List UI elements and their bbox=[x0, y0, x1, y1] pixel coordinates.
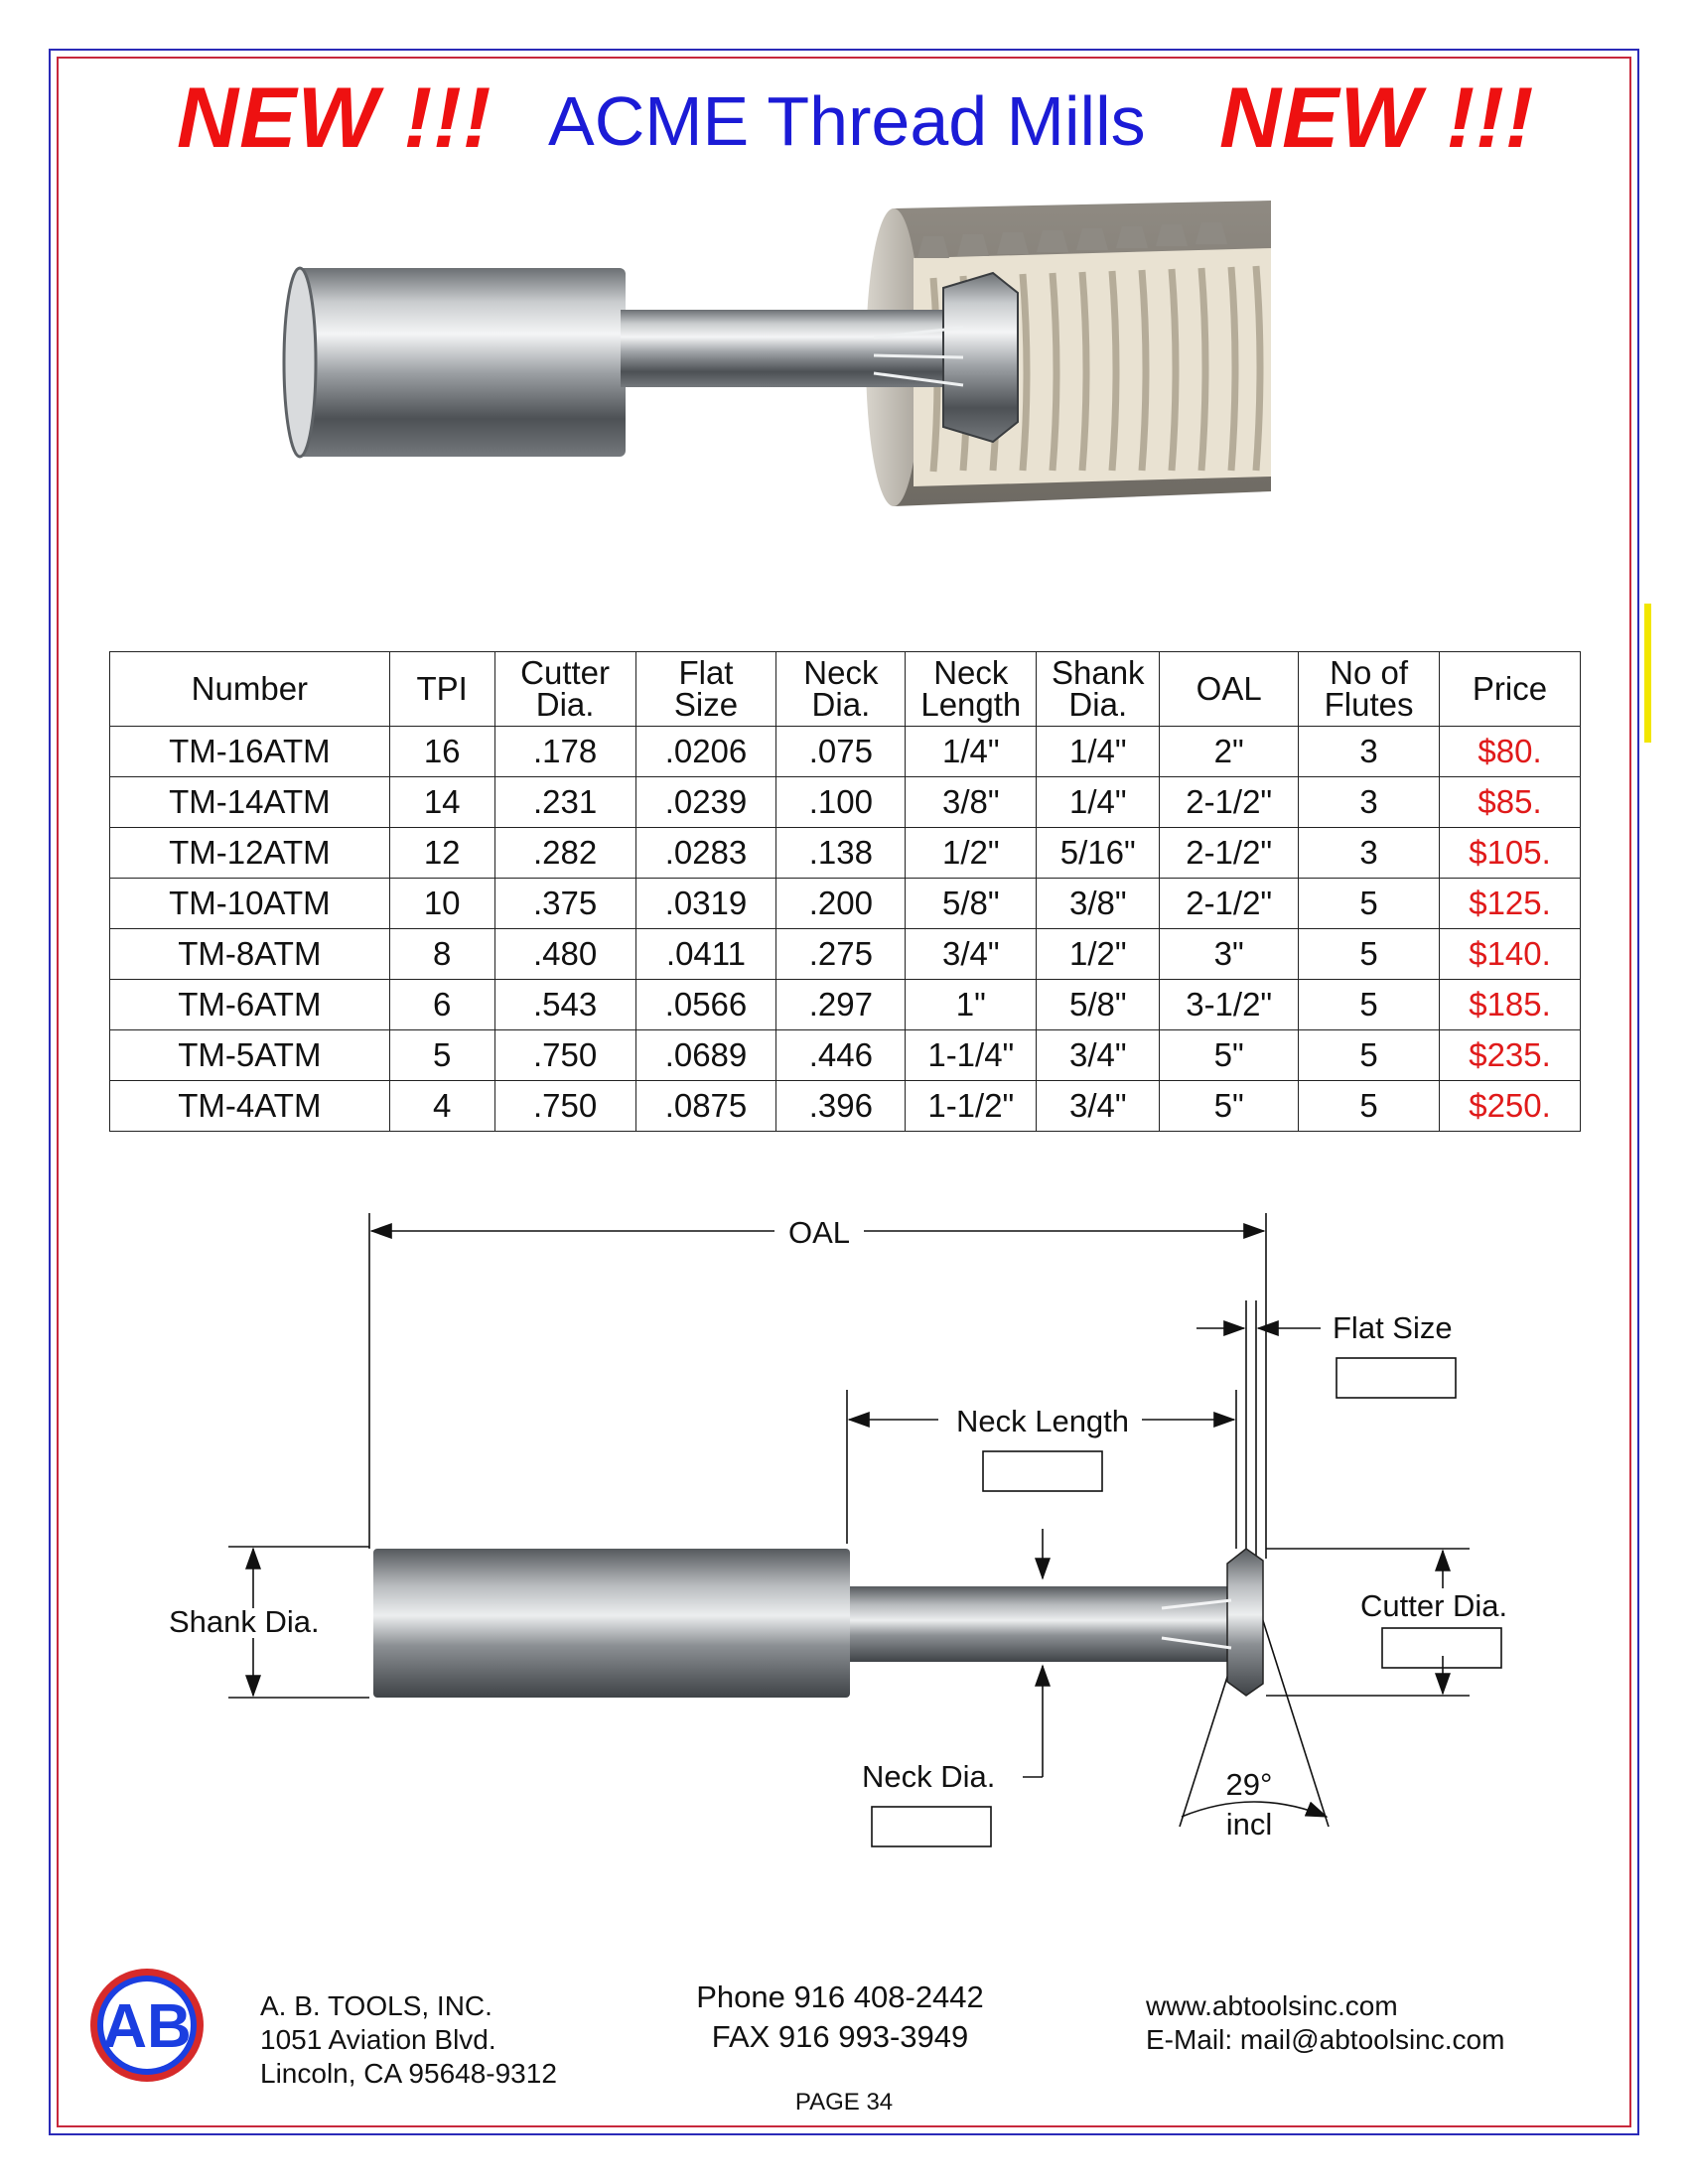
cell-tpi: 5 bbox=[389, 1030, 494, 1081]
cell-price: $125. bbox=[1440, 879, 1581, 929]
cell-shank-dia: 3/4" bbox=[1037, 1081, 1160, 1132]
col-header-neck-dia: Neck Dia. bbox=[776, 652, 906, 727]
neck bbox=[621, 310, 958, 387]
ab-tools-logo bbox=[87, 1966, 207, 2085]
cell-flat-size: .0875 bbox=[635, 1081, 776, 1132]
cell-neck-length: 1" bbox=[906, 980, 1037, 1030]
cell-tpi: 14 bbox=[389, 777, 494, 828]
drawing-shank bbox=[373, 1549, 850, 1698]
drawing-neck bbox=[850, 1586, 1227, 1662]
cell-flutes: 3 bbox=[1299, 727, 1440, 777]
cell-cutter-dia: .750 bbox=[494, 1030, 635, 1081]
cell-tpi: 6 bbox=[389, 980, 494, 1030]
cell-oal: 5" bbox=[1160, 1081, 1299, 1132]
label-shank-dia: Shank Dia. bbox=[169, 1604, 320, 1639]
cell-neck-length: 1-1/4" bbox=[906, 1030, 1037, 1081]
cell-flat-size: .0239 bbox=[635, 777, 776, 828]
cell-flutes: 3 bbox=[1299, 777, 1440, 828]
label-angle-note: incl bbox=[1225, 1807, 1273, 1842]
cell-price: $185. bbox=[1440, 980, 1581, 1030]
label-neck-dia: Neck Dia. bbox=[862, 1759, 996, 1794]
cell-oal: 2-1/2" bbox=[1160, 828, 1299, 879]
label-cutter-dia: Cutter Dia. bbox=[1360, 1588, 1508, 1623]
cell-flutes: 5 bbox=[1299, 1081, 1440, 1132]
cell-oal: 2" bbox=[1160, 727, 1299, 777]
col-header-shank-dia: Shank Dia. bbox=[1037, 652, 1160, 727]
cell-cutter-dia: .375 bbox=[494, 879, 635, 929]
cell-price: $105. bbox=[1440, 828, 1581, 879]
table-row bbox=[110, 929, 1581, 980]
col-header-flat-size: Flat Size bbox=[635, 652, 776, 727]
company-name: A. B. TOOLS, INC. bbox=[260, 1990, 492, 2021]
cell-cutter-dia: .480 bbox=[494, 929, 635, 980]
table-row bbox=[110, 828, 1581, 879]
label-oal: OAL bbox=[787, 1215, 851, 1250]
col-header-tpi: TPI bbox=[389, 652, 494, 727]
cutter-dia-value-box bbox=[1382, 1628, 1501, 1668]
cell-neck-length: 5/8" bbox=[906, 879, 1037, 929]
drawing-cutter bbox=[1227, 1549, 1263, 1696]
cell-shank-dia: 5/8" bbox=[1037, 980, 1160, 1030]
col-header-neck-length: Neck Length bbox=[906, 652, 1037, 727]
cell-flat-size: .0566 bbox=[635, 980, 776, 1030]
cell-tpi: 4 bbox=[389, 1081, 494, 1132]
cell-neck-length: 1-1/2" bbox=[906, 1081, 1037, 1132]
company-city: Lincoln, CA 95648-9312 bbox=[260, 2058, 557, 2089]
dimension-drawing bbox=[0, 1181, 1688, 1876]
label-flat-size: Flat Size bbox=[1333, 1310, 1453, 1345]
table-row bbox=[110, 980, 1581, 1030]
shank bbox=[298, 268, 626, 457]
cell-neck-dia: .138 bbox=[776, 828, 906, 879]
cell-flat-size: .0283 bbox=[635, 828, 776, 879]
website-link[interactable]: www.abtoolsinc.com bbox=[1146, 1990, 1398, 2021]
page-footer bbox=[0, 1956, 1688, 2116]
cell-flat-size: .0689 bbox=[635, 1030, 776, 1081]
col-header-price: Price bbox=[1440, 652, 1581, 727]
cell-cutter-dia: .178 bbox=[494, 727, 635, 777]
flat-size-value-box bbox=[1336, 1358, 1456, 1398]
cell-price: $235. bbox=[1440, 1030, 1581, 1081]
cell-number: TM-16ATM bbox=[110, 727, 390, 777]
cell-oal: 3" bbox=[1160, 929, 1299, 980]
shank-end bbox=[284, 268, 316, 457]
cell-cutter-dia: .282 bbox=[494, 828, 635, 879]
cell-cutter-dia: .543 bbox=[494, 980, 635, 1030]
cell-number: TM-14ATM bbox=[110, 777, 390, 828]
table-header-row bbox=[110, 652, 1581, 727]
cell-neck-length: 3/4" bbox=[906, 929, 1037, 980]
neck-length-value-box bbox=[983, 1451, 1102, 1491]
fax-number: FAX 916 993-3949 bbox=[711, 2019, 969, 2054]
cell-flutes: 5 bbox=[1299, 1030, 1440, 1081]
email-link[interactable]: E-Mail: mail@abtoolsinc.com bbox=[1146, 2024, 1505, 2055]
cell-number: TM-8ATM bbox=[110, 929, 390, 980]
cell-neck-dia: .275 bbox=[776, 929, 906, 980]
new-badge-right: NEW !!! bbox=[1219, 70, 1535, 166]
cell-number: TM-4ATM bbox=[110, 1081, 390, 1132]
phone-number: Phone 916 408-2442 bbox=[696, 1979, 984, 2014]
table-row bbox=[110, 777, 1581, 828]
cell-price: $250. bbox=[1440, 1081, 1581, 1132]
cell-price: $85. bbox=[1440, 777, 1581, 828]
cell-shank-dia: 1/4" bbox=[1037, 777, 1160, 828]
thread-mill-product-image bbox=[278, 189, 1281, 526]
cell-neck-length: 3/8" bbox=[906, 777, 1037, 828]
cell-neck-length: 1/2" bbox=[906, 828, 1037, 879]
cell-number: TM-5ATM bbox=[110, 1030, 390, 1081]
spec-table bbox=[109, 651, 1581, 1132]
cell-cutter-dia: .231 bbox=[494, 777, 635, 828]
cell-number: TM-12ATM bbox=[110, 828, 390, 879]
cell-shank-dia: 1/2" bbox=[1037, 929, 1160, 980]
cell-neck-length: 1/4" bbox=[906, 727, 1037, 777]
table-row bbox=[110, 1030, 1581, 1081]
cell-flutes: 3 bbox=[1299, 828, 1440, 879]
cell-oal: 2-1/2" bbox=[1160, 879, 1299, 929]
label-neck-length: Neck Length bbox=[955, 1404, 1130, 1438]
cell-tpi: 16 bbox=[389, 727, 494, 777]
cell-flat-size: .0411 bbox=[635, 929, 776, 980]
table-row bbox=[110, 879, 1581, 929]
neck-dia-value-box bbox=[872, 1807, 991, 1846]
cell-flat-size: .0206 bbox=[635, 727, 776, 777]
page-number: PAGE 34 bbox=[794, 2089, 894, 2116]
highlight-marker bbox=[1644, 604, 1651, 743]
company-street: 1051 Aviation Blvd. bbox=[260, 2024, 496, 2055]
new-badge-left: NEW !!! bbox=[177, 70, 492, 166]
table-row bbox=[110, 727, 1581, 777]
cell-tpi: 12 bbox=[389, 828, 494, 879]
col-header-oal: OAL bbox=[1160, 652, 1299, 727]
cell-shank-dia: 3/8" bbox=[1037, 879, 1160, 929]
cell-shank-dia: 3/4" bbox=[1037, 1030, 1160, 1081]
table-row bbox=[110, 1081, 1581, 1132]
cell-neck-dia: .200 bbox=[776, 879, 906, 929]
col-header-flutes: No of Flutes bbox=[1299, 652, 1440, 727]
cell-neck-dia: .100 bbox=[776, 777, 906, 828]
cell-cutter-dia: .750 bbox=[494, 1081, 635, 1132]
cell-flutes: 5 bbox=[1299, 879, 1440, 929]
logo-letters: AB bbox=[102, 1992, 192, 2061]
cell-flat-size: .0319 bbox=[635, 879, 776, 929]
cell-tpi: 8 bbox=[389, 929, 494, 980]
cell-number: TM-10ATM bbox=[110, 879, 390, 929]
cell-shank-dia: 1/4" bbox=[1037, 727, 1160, 777]
col-header-number: Number bbox=[110, 652, 390, 727]
cell-neck-dia: .446 bbox=[776, 1030, 906, 1081]
cell-shank-dia: 5/16" bbox=[1037, 828, 1160, 879]
label-angle: 29° bbox=[1225, 1767, 1273, 1802]
cell-neck-dia: .297 bbox=[776, 980, 906, 1030]
cell-neck-dia: .396 bbox=[776, 1081, 906, 1132]
cell-oal: 5" bbox=[1160, 1030, 1299, 1081]
cell-price: $80. bbox=[1440, 727, 1581, 777]
company-address bbox=[260, 1989, 557, 2091]
cell-oal: 3-1/2" bbox=[1160, 980, 1299, 1030]
cell-oal: 2-1/2" bbox=[1160, 777, 1299, 828]
col-header-cutter-dia: Cutter Dia. bbox=[494, 652, 635, 727]
cell-price: $140. bbox=[1440, 929, 1581, 980]
cell-flutes: 5 bbox=[1299, 929, 1440, 980]
cell-tpi: 10 bbox=[389, 879, 494, 929]
cell-neck-dia: .075 bbox=[776, 727, 906, 777]
web-contact bbox=[1146, 1989, 1504, 2057]
contact-numbers bbox=[681, 1978, 999, 2057]
cell-flutes: 5 bbox=[1299, 980, 1440, 1030]
page-title: ACME Thread Mills bbox=[548, 82, 1146, 160]
page-header bbox=[0, 69, 1688, 179]
cell-number: TM-6ATM bbox=[110, 980, 390, 1030]
